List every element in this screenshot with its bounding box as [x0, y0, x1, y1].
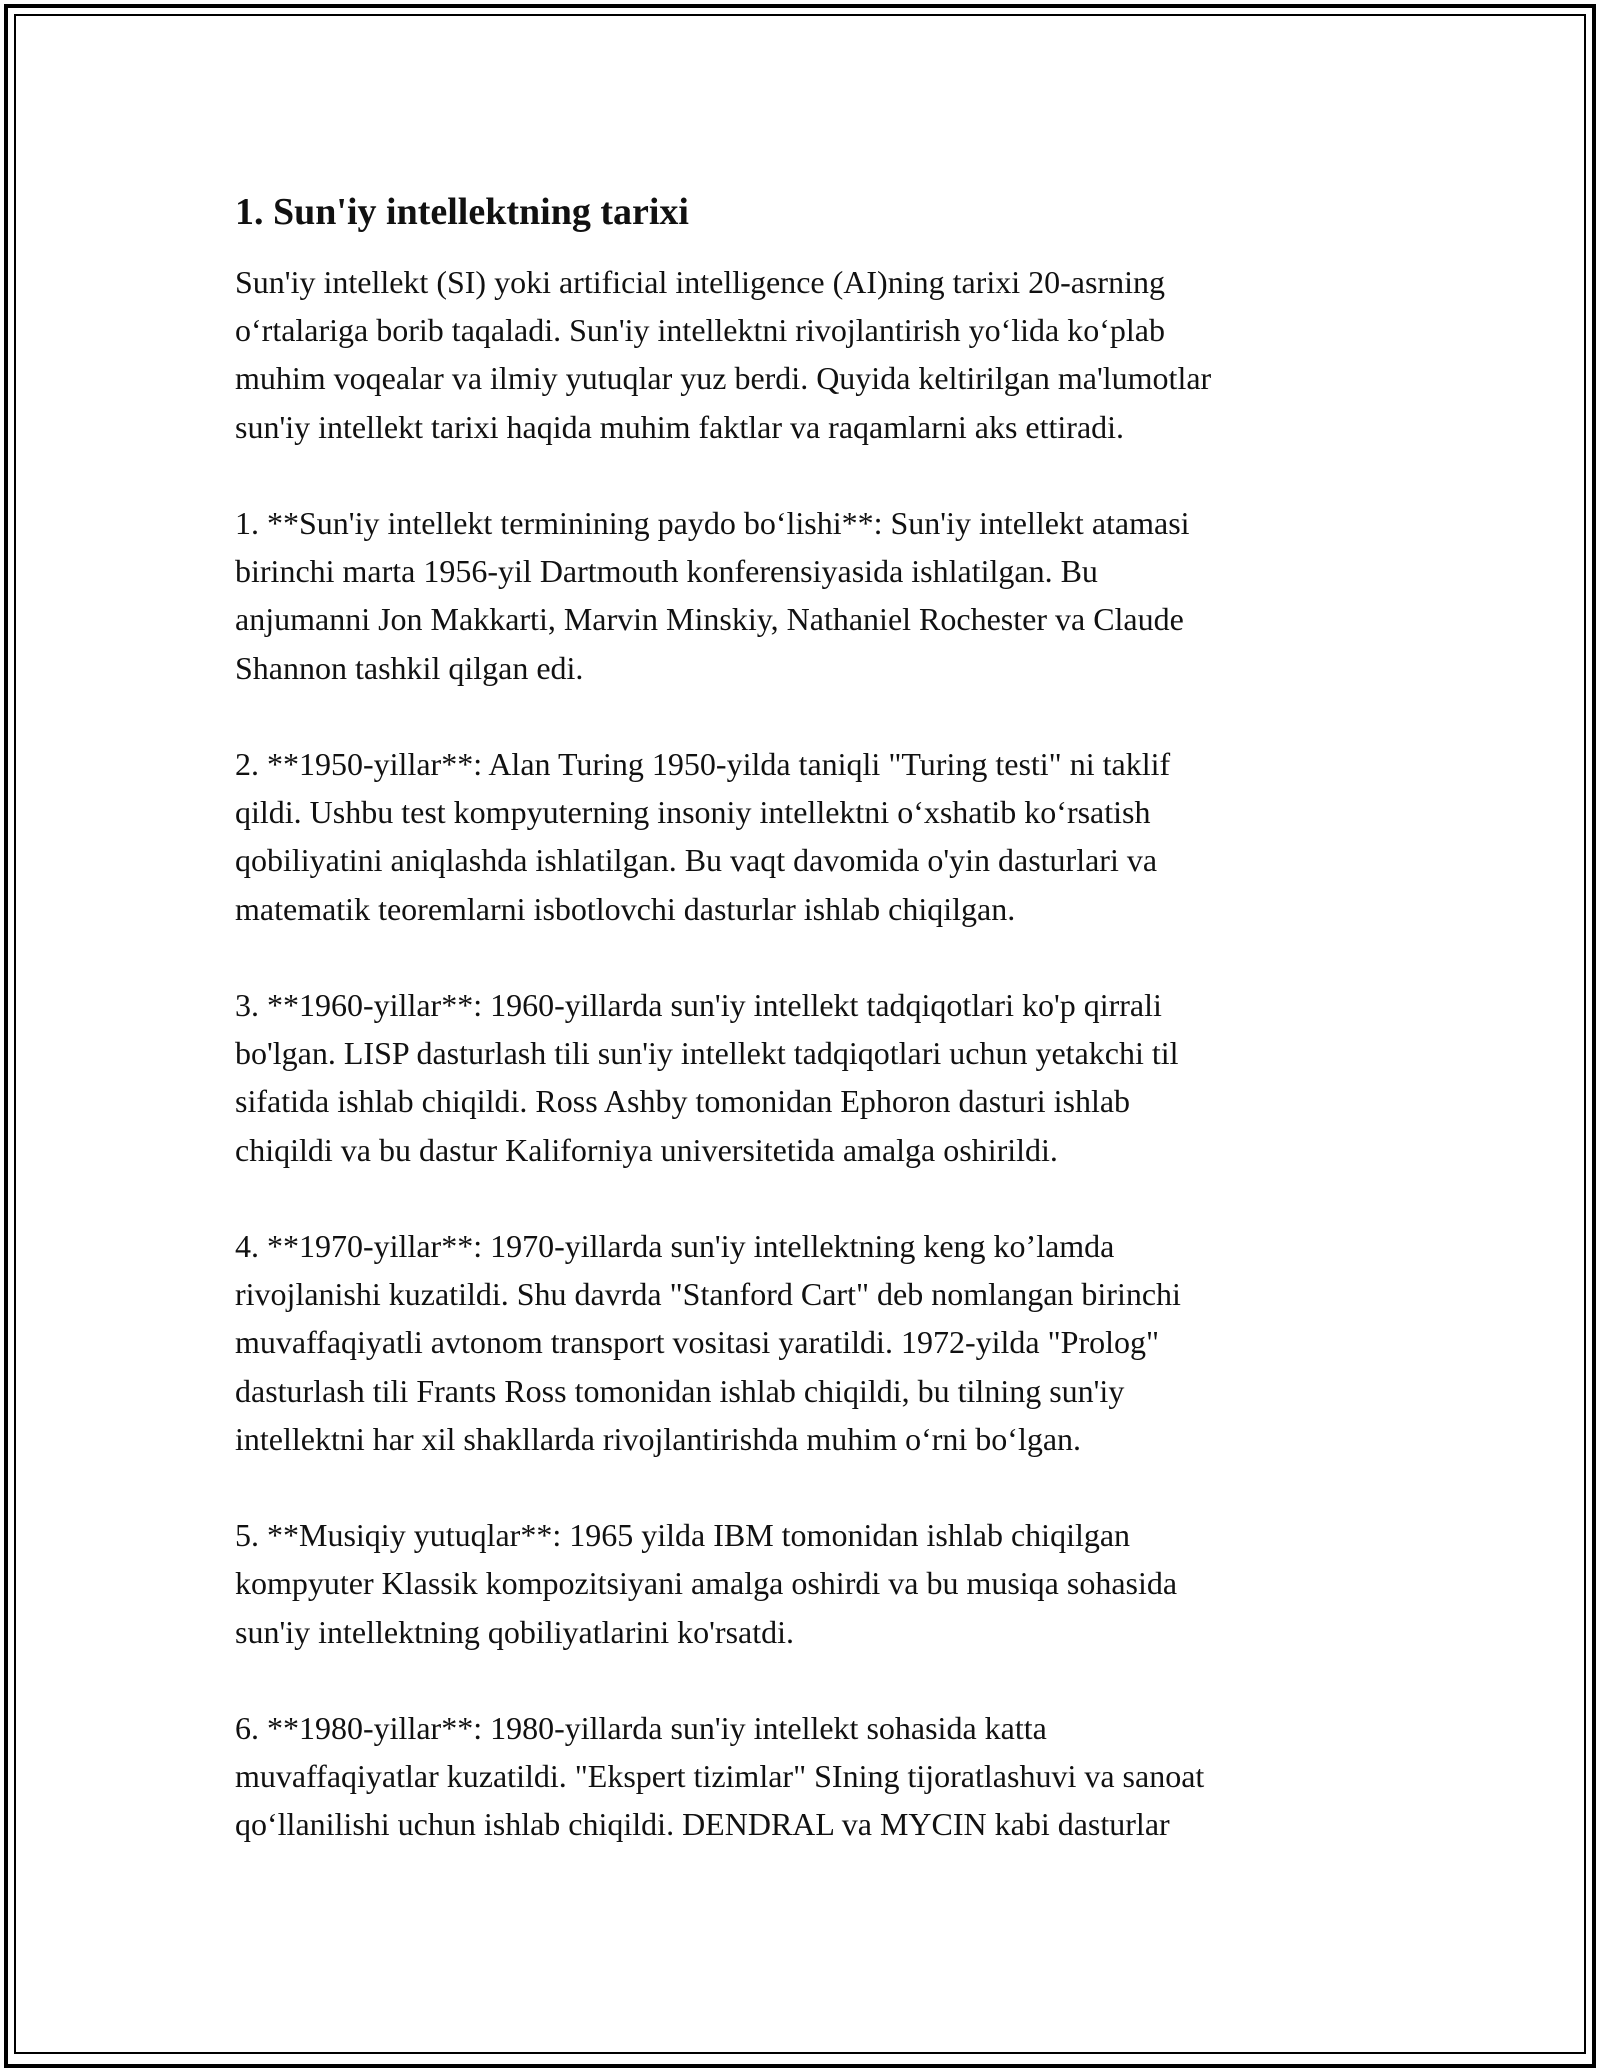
item-3-paragraph: 3. **1960-yillar**: 1960-yillarda sun'iy intellekt tadqiqotlari ko'p qirrali bo'lgan. LISP dasturlash tili sun'iy intellekt tadqiqotlari uchun yetakchi til sifatida ishlab chiqildi. Ross Ashby tomonidan Ephoron dasturi ishlab chiqildi va bu dastur Kaliforniya universitetida amalga oshirildi. [235, 987, 1179, 1168]
intro-paragraph: Sun'iy intellekt (SI) yoki artificial intelligence (AI)ning tarixi 20-asrning o‘rtalariga borib taqaladi. Sun'iy intellektni rivojlantirish yo‘lida ko‘plab muhim voqealar va ilmiy yutuqlar yuz berdi. Quyida keltirilgan ma'lumotlar sun'iy intellekt tarixi haqida muhim faktlar va raqamlarni aks ettiradi. [235, 264, 1212, 445]
section-heading: 1. Sun'iy intellektning tarixi [235, 191, 689, 233]
item-1-paragraph: 1. **Sun'iy intellekt terminining paydo bo‘lishi**: Sun'iy intellekt atamasi birinchi marta 1956-yil Dartmouth konferensiyasida ishlatilgan. Bu anjumanni Jon Makkarti, Marvin Minskiy, Nathaniel Rochester va Claude Shannon tashkil qilgan edi. [235, 505, 1190, 686]
item-6-paragraph: 6. **1980-yillar**: 1980-yillarda sun'iy intellekt sohasida katta muvaffaqiyatlar kuzatildi. "Ekspert tizimlar" SIning tijoratlashuvi va sanoat qo‘llanilishi uchun ishlab chiqildi. DENDRAL va MYCIN kabi dasturlar [235, 1710, 1205, 1843]
document-body [235, 186, 1365, 1849]
item-2-paragraph: 2. **1950-yillar**: Alan Turing 1950-yilda taniqli "Turing testi" ni taklif qildi. Ushbu test kompyuterning insoniy intellektni o‘xshatib ko‘rsatish qobiliyatini aniqlashda ishlatilgan. Bu vaqt davomida o'yin dasturlari va matematik teoremlarni isbotlovchi dasturlar ishlab chiqilgan. [235, 746, 1171, 927]
item-4-paragraph: 4. **1970-yillar**: 1970-yillarda sun'iy intellektning keng ko’lamda rivojlanishi kuzatildi. Shu davrda "Stanford Cart" deb nomlangan birinchi muvaffaqiyatli avtonom transport vositasi yaratildi. 1972-yilda "Prolog" dasturlash tili Frants Ross tomonidan ishlab chiqildi, bu tilning sun'iy intellektni har xil shakllarda rivojlantirishda muhim o‘rni bo‘lgan. [235, 1228, 1181, 1457]
item-5-paragraph: 5. **Musiqiy yutuqlar**: 1965 yilda IBM tomonidan ishlab chiqilgan kompyuter Klassik kompozitsiyani amalga oshirdi va bu musiqa sohasida sun'iy intellektning qobiliyatlarini ko'rsatdi. [235, 1517, 1178, 1650]
